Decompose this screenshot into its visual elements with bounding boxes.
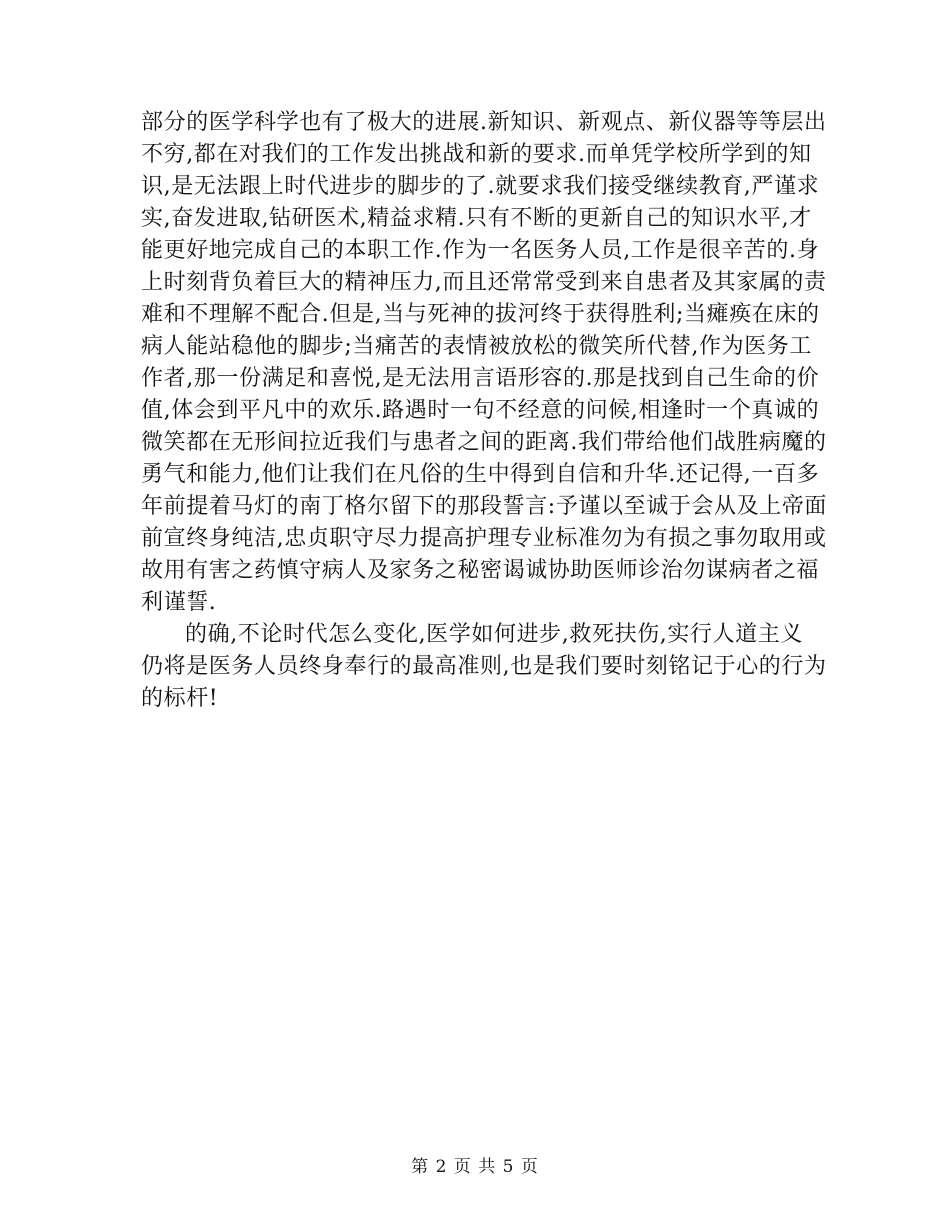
text-line: 前宣终身纯洁,忠贞职守尽力提高护理专业标准勿为有损之事勿取用或 — [141, 526, 827, 551]
text-line: 的标杆! — [141, 686, 219, 711]
page-indicator: 第 2 页 共 5 页 — [411, 1157, 539, 1177]
text-line: 部分的医学科学也有了极大的进展.新知识、新观点、新仪器等等层出 — [141, 110, 827, 135]
text-line: 识,是无法跟上时代进步的脚步的了.就要求我们接受继续教育,严谨求 — [141, 174, 820, 199]
paragraph-start-line: 的确,不论时代怎么变化,医学如何进步,救死扶伤,实行人道主义 — [185, 622, 803, 647]
text-line: 实,奋发进取,钻研医术,精益求精.只有不断的更新自己的知识水平,才 — [141, 206, 812, 231]
document-body — [141, 107, 828, 715]
text-line: 故用有害之药慎守病人及家务之秘密谒诚协助医师诊治勿谋病者之福 — [141, 558, 820, 583]
text-line: 难和不理解不配合.但是,当与死神的拔河终于获得胜利;当瘫痪在床的 — [141, 302, 820, 327]
text-line: 不穷,都在对我们的工作发出挑战和新的要求.而单凭学校所学到的知 — [141, 142, 812, 167]
text-line: 病人能站稳他的脚步;当痛苦的表情被放松的微笑所代替,作为医务工 — [141, 334, 813, 359]
text-line: 能更好地完成自己的本职工作.作为一名医务人员,工作是很辛苦的.身 — [141, 238, 820, 263]
text-line: 利谨誓. — [141, 590, 217, 615]
text-line: 作者,那一份满足和喜悦,是无法用言语形容的.那是找到自己生命的价 — [141, 366, 820, 391]
text-line: 上时刻背负着巨大的精神压力,而且还常常受到来自患者及其家属的责 — [141, 270, 827, 295]
text-line: 仍将是医务人员终身奉行的最高准则,也是我们要时刻铭记于心的行为 — [141, 654, 827, 679]
text-line: 值,体会到平凡中的欢乐.路遇时一句不经意的问候,相逢时一个真诚的 — [141, 398, 820, 423]
text-line: 年前提着马灯的南丁格尔留下的那段誓言:予谨以至诚于会从及上帝面 — [141, 494, 828, 519]
text-line: 勇气和能力,他们让我们在凡俗的生中得到自信和升华.还记得,一百多 — [141, 462, 820, 487]
text-line: 微笑都在无形间拉近我们与患者之间的距离.我们带给他们战胜病魔的 — [141, 430, 827, 455]
